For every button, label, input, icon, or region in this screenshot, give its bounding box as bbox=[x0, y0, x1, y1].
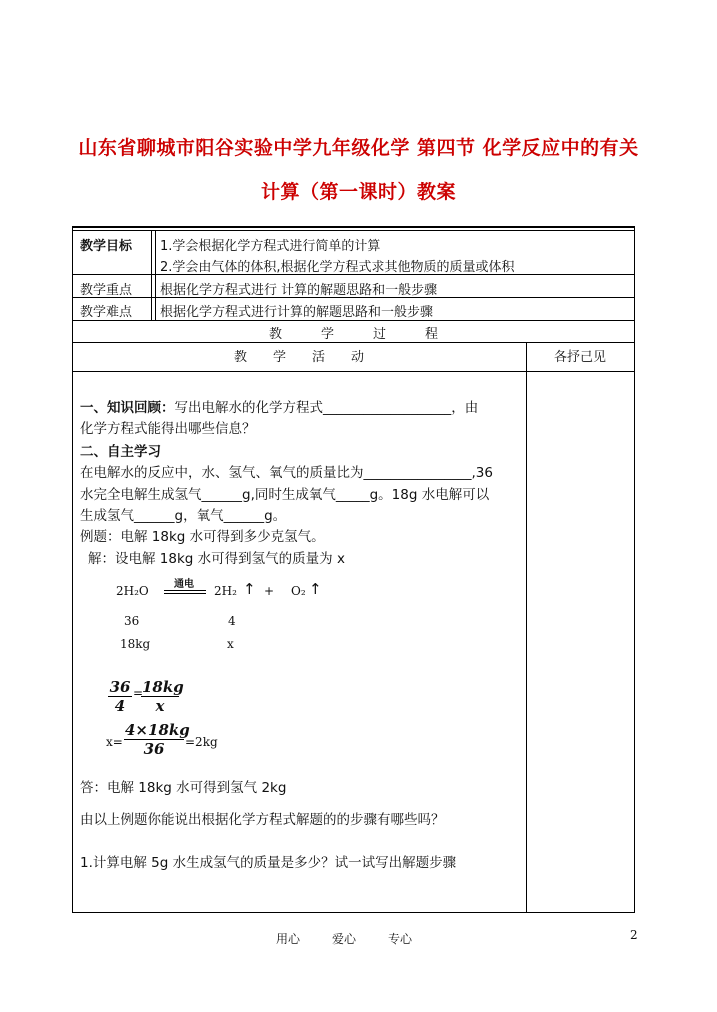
document-title-line1: 山东省聊城市阳谷实验中学九年级化学 第四节 化学反应中的有关 bbox=[78, 137, 639, 159]
x-prefix: x= bbox=[106, 735, 123, 749]
footer-word-2: 爱心 bbox=[332, 932, 357, 946]
goal-item-2: 2.学会由气体的体积,根据化学方程式求其他物质的质量或体积 bbox=[160, 260, 515, 275]
equation-plus: + bbox=[264, 584, 275, 598]
equation-water: 2H₂O bbox=[116, 584, 149, 598]
key-point-text: 根据化学方程式进行 计算的解题思路和一般步骤 bbox=[160, 283, 438, 298]
solution-setup: 解：设电解 18kg 水可得到氢气的质量为 x bbox=[88, 551, 345, 567]
review-heading: 一、知识回顾： bbox=[80, 400, 175, 416]
fraction-solution: $\frac{4\times 18kg}{36}$ bbox=[125, 721, 190, 758]
fraction-ratio-2: $\frac{18kg}{x}$ bbox=[142, 678, 184, 715]
review-line bbox=[80, 396, 478, 416]
paragraph-line-2: 水完全电解生成氢气______g,同时生成氧气_____g。18g 水电解可以 bbox=[80, 487, 490, 503]
equation-condition: 通电 bbox=[174, 579, 194, 590]
activity-header: 教 学 活 动 bbox=[233, 350, 364, 365]
exercise-1: 1.计算电解 5g 水生成氢气的质量是多少？试一试写出解题步骤 bbox=[80, 855, 457, 871]
gas-arrow-icon: ↑ bbox=[309, 580, 322, 598]
paragraph-line-1: 在电解水的反应中，水、氢气、氧气的质量比为________________,36 bbox=[80, 465, 493, 481]
answer-line: 答：电解 18kg 水可得到氢气 2kg bbox=[80, 780, 287, 796]
difficulty-label: 教学难点 bbox=[80, 305, 133, 320]
steps-question: 由以上例题你能说出根据化学方程式解题的的步骤有哪些吗？ bbox=[80, 812, 445, 828]
goal-item-1: 1.学会根据化学方程式进行简单的计算 bbox=[160, 239, 381, 254]
page-number: 2 bbox=[630, 928, 638, 942]
difficulty-text: 根据化学方程式进行计算的解题思路和一般步骤 bbox=[160, 305, 434, 320]
equation-hydrogen: 2H₂ bbox=[214, 584, 237, 598]
fraction-equals: = bbox=[133, 686, 144, 700]
example-question: 例题：电解 18kg 水可得到多少克氢气。 bbox=[80, 529, 325, 545]
review-text-2: 化学方程式能得出哪些信息？ bbox=[80, 421, 256, 437]
equation-oxygen: O₂ bbox=[291, 584, 306, 598]
self-study-heading: 二、自主学习 bbox=[80, 444, 161, 460]
footer-word-1: 用心 bbox=[276, 932, 301, 946]
document-title-line2: 计算（第一课时）教案 bbox=[260, 181, 456, 203]
key-point-label: 教学重点 bbox=[80, 283, 133, 298]
mass-hydrogen: 4 bbox=[228, 614, 236, 628]
fraction-ratio-1: $\frac{36}{4}$ bbox=[109, 678, 131, 715]
process-header: 教 学 过 程 bbox=[268, 327, 438, 342]
gas-arrow-icon: ↑ bbox=[243, 580, 256, 598]
review-text: 写出电解水的化学方程式___________________，由 bbox=[174, 400, 479, 416]
footer-word-3: 专心 bbox=[388, 932, 413, 946]
unknown-hydrogen: x bbox=[227, 637, 234, 651]
mass-water: 36 bbox=[124, 614, 140, 628]
x-result: =2kg bbox=[185, 735, 218, 749]
given-water: 18kg bbox=[120, 637, 151, 651]
goal-label: 教学目标 bbox=[80, 239, 133, 254]
paragraph-line-3: 生成氢气______g，氧气______g。 bbox=[80, 508, 287, 524]
opinion-header: 各抒己见 bbox=[553, 350, 606, 365]
